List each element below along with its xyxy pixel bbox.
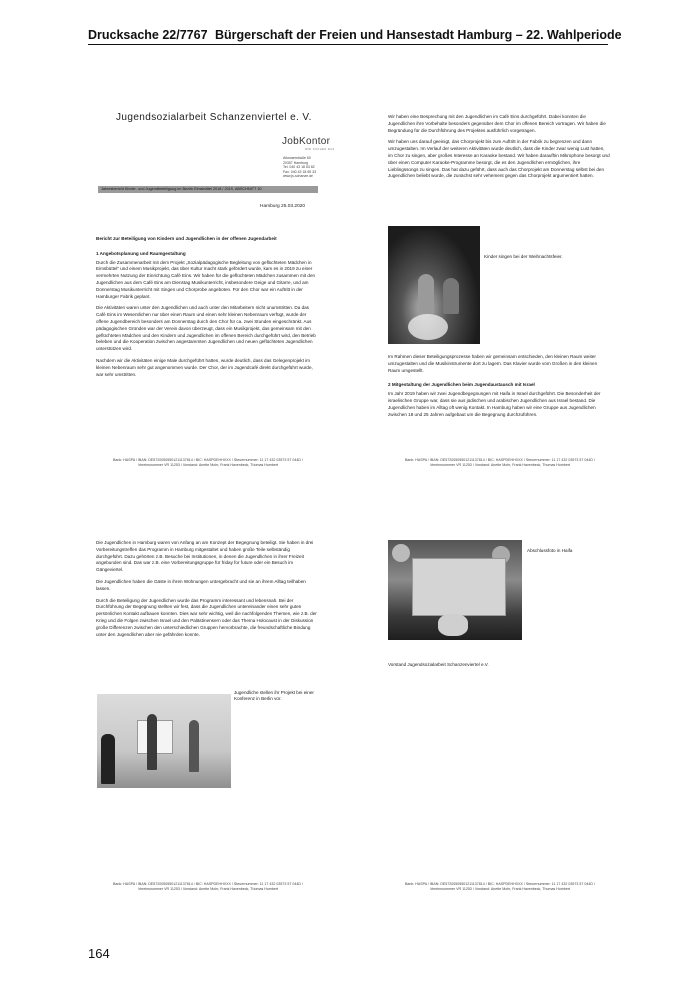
footer-line: Vereinsnummer VR 11253 / Vorstand: Anette Mohr, Frank Havenbeck, Thomas Humbert: [429, 887, 571, 891]
haifa-group-photo: [388, 540, 522, 640]
photo-caption: Kinder singen bei der Weihnachtsfeier.: [484, 254, 563, 259]
photo-caption: Abschlussfoto in Haifa: [527, 548, 573, 553]
paragraph: Die Aktivitäten waren unter den Jugendlichen und auch unter den Mitarbeitern nicht unumstritten. Da das Café Eins im Wesentlichen nur über einen Raum und einen sehr kleinen Nebenraum verfügt, wurde der offene Jugendbereich besonders am Donnerstag durch den Chor für ca. zwei Stunden eingeschränkt. Aus pädagogischen Gründen war der Verein davon überzeugt, dass ein Musikprojekt, das gemeinsam mit den geflüchteten Mädchen und den Kindern und Jugendlichen im offenen Bereich durchgeführt wird, den Betrieb beleben und die Kooperation zwischen angestammten Jugendlichen und neuen geflüchteten Jugendlichen unterstützen wird.: [96, 305, 316, 352]
address-line: Tel. 040 43 18 63 82: [283, 165, 315, 170]
jobkontor-logo: JobKontor: [282, 136, 331, 147]
report-bar: [98, 186, 318, 193]
footer-line: Vereinsnummer VR 11253 / Vorstand: Anette Mohr, Frank Havenbeck, Thomas Humbert: [137, 463, 279, 467]
address-line: Fax. 040 43 18 65 33: [283, 169, 317, 174]
footer-line: Bank: HASPA / IBAN: DE57200505501211137814 / BIC: HASPDEHHXXX / Steuernummer: 11 17 432 03573 57 044D /: [113, 882, 303, 886]
organization-name: Jugendsozialarbeit Schanzenviertel e. V.: [116, 112, 312, 123]
parliament-title: Bürgerschaft der Freien und Hansestadt Hamburg – 22. Wahlperiode: [215, 28, 622, 42]
header-rule: [88, 44, 608, 45]
board-signature: Vorstand Jugendsozialarbeit Schanzenviertel e.V.: [388, 662, 489, 667]
address-line: Altonaerstraße 60: [283, 156, 311, 160]
page-number: 164: [88, 946, 110, 961]
page4-footer: [388, 882, 612, 892]
paragraph: Die Jugendlichen haben die Gäste in ihren Wohnungen untergebracht und sie an ihrem Alltag teilhaben lassen.: [96, 578, 306, 591]
drucksache-number: Drucksache 22/7767: [88, 28, 208, 42]
section2-heading: 2 Mitgestaltung der Jugendlichen beim Jugendaustausch mit Israel: [388, 382, 535, 388]
paragraph: Die Jugendlichen in Hamburg waren von Anfang an am Konzept der Begegnung beteiligt. Sie haben in drei Vorbereitungstreffen das Programm in Hamburg mitgestaltet und haben große Teile selbständig durchgeführt. Dazu gehörten z.B. Besuche bei Institutionen, in denen die Jugendlichen in ihrer Freizeit angebunden sind. Das war z.B. eine Vorbereitungsgruppe für friday for future oder ein Besuch im Gängeviertel.: [96, 540, 314, 573]
paragraph: Durch die Beteiligung der Jugendlichen wurde das Programm interessant und lebensnah. Bei der Durchführung der Begegnung stellten wir fest, dass die Jugendlichen untereinander einen sehr guten persönlichen Kontakt aufbauen konnten. Dies war sehr wichtig, weil die nachfolgenden Themen, wie z.B. der Krieg und die Folgen zwischen Israel und den Palästinensern oder das Thema Holocaust in der Diskussion große Differenzen zwischen den unterschiedlichen Gruppen hervorbrachte, die freundschaftliche Bindung unter den Jugendlichen aber nie gefährden konnte.: [96, 597, 317, 637]
paragraph: Nachdem wir die Aktivitäten einige Male durchgeführt hatten, wurde deutlich, dass das Gelegenprojekt im kleinen Nebenraum sehr gut angenommen wurde. Der Chor, der im Jugendcafé direkt durchgeführt wurde, war sehr umstritten.: [96, 357, 313, 377]
page1-footer: [96, 458, 320, 468]
page1-body: [96, 236, 318, 383]
address-line: www.js-schanze.de: [283, 174, 313, 179]
address-line: 20357 Hamburg: [283, 160, 309, 165]
page3-body: [96, 540, 318, 643]
paragraph: Wir haben uns darauf geeinigt, das Chorprojekt bis zum Auftritt in der Fabrik zu begrenzen und dann umzugestalten. Im Verlauf der weiteren Aktivitäten wurde deutlich, dass die Kinder zwar wenig Lust hatten, im Chor zu singen, aber großes Interesse an Karaoke bestand. Wir haben daraufhin Mikrophone besorgt und über einen Computer Karaoke-Programme besorgt, die es den Jugendlichen ermöglichen, ihre Lieblingssongs zu singen. Das hat dazu geführt, dass auch das Chorprojekt am Donnerstag selbst bei den Jugendlichen beliebt wurde, die zunächst sehr vehement gegen das Chorprojekt argumentiert hatten.: [388, 139, 610, 179]
report-bar-text: Jahresbericht Kinder- und Jugendbeteiligung im Bezirk Eimsbüttel 2018 / 2019, ABSCHNITT 10: [101, 187, 262, 191]
page2-footer: [388, 458, 612, 468]
jobkontor-logo-subtitle: WIR SUCHEN DAS: [305, 148, 335, 151]
conference-photo: [97, 694, 231, 788]
footer-line: Bank: HASPA / IBAN: DE57200505501211137814 / BIC: HASPDEHHXXX / Steuernummer: 11 17 432 03573 57 044D /: [405, 458, 595, 462]
photo-caption: Jugendliche stellen ihr Projekt bei einer Konferenz in Berlin vor.: [234, 690, 314, 702]
paragraph: Im Rahmen dieser Beteiligungsprozesse haben wir gemeinsam entschieden, den kleinen Raum weiter umzugestalten und die Musikinstrumente dort zu lagern. Das Klavier wurde vom Großen in den kleinen Raum umgestellt.: [388, 354, 598, 373]
paragraph: Durch die Zusammenarbeit mit dem Projekt „Sozialpädagogische Begleitung von geflüchteten Mädchen in Eimsbüttel“ und einem Musikprojekt, das über Kultur macht stark gefördert wurde, kam es in 2019 zu einer vermehrten Nutzung der Einrichtung Café Eins. Wir haben für die geflüchteten Mädchen zusammen mit den Jugendlichen aus dem Café Eins am Dienstag Musikunterricht, insbesondere Geige und Gitarre, und am Donnerstag Musikunterricht mit Singen und Chorprobe angeboten. Für den Chor war ein Auftritt in der Hamburger Fabrik geplant.: [96, 259, 316, 299]
section1-heading: 1 Angebotsplanung und Raumgestaltung: [96, 250, 186, 256]
page3-footer: [96, 882, 320, 892]
report-date: Hamburg 25.03.2020: [260, 204, 306, 209]
footer-line: Vereinsnummer VR 11253 / Vorstand: Anette Mohr, Frank Havenbeck, Thomas Humbert: [137, 887, 279, 891]
address-block: [283, 156, 316, 179]
footer-line: Bank: HASPA / IBAN: DE57200505501211137814 / BIC: HASPDEHHXXX / Steuernummer: 11 17 432 03573 57 044D /: [405, 882, 595, 886]
paragraph: Im Jahr 2019 haben wir zwei Jugendbegegnungen mit Haifa in Israel durchgeführt. Die Besonderheit der israelischen Gruppe war, dass sie aus jüdischen und arabischen Jugendlichen aus Israel bestand. Die Jugendlichen haben im Alltag oft wenig Kontakt. In Hamburg haben wir eine Gruppe aus Jugendlichen zwischen 18 und 25 Jahren aufgebaut um die Begegnung durchzuführen.: [388, 391, 601, 417]
page2-body-bottom: [388, 354, 610, 423]
footer-line: Vereinsnummer VR 11253 / Vorstand: Anette Mohr, Frank Havenbeck, Thomas Humbert: [429, 463, 571, 467]
page2-body-top: [388, 114, 610, 185]
report-title: Bericht zur Beteiligung von Kindern und Jugendlichen in der offenen Jugendarbeit: [96, 236, 277, 241]
paragraph: Wir haben eine Besprechung mit den Jugendlichen im Café Eins durchgeführt. Dabei konnten die Jugendlichen ihre Vorbehalte besonders gegenüber dem Chor im offenen Bereich vortragen. Wir haben die Begründung für die Durchführung des Projektes ausführlich vorgetragen.: [388, 114, 606, 133]
footer-line: Bank: HASPA / IBAN: DE57200505501211137814 / BIC: HASPDEHHXXX / Steuernummer: 11 17 432 03573 57 044D /: [113, 458, 303, 462]
christmas-party-photo: [388, 226, 480, 344]
